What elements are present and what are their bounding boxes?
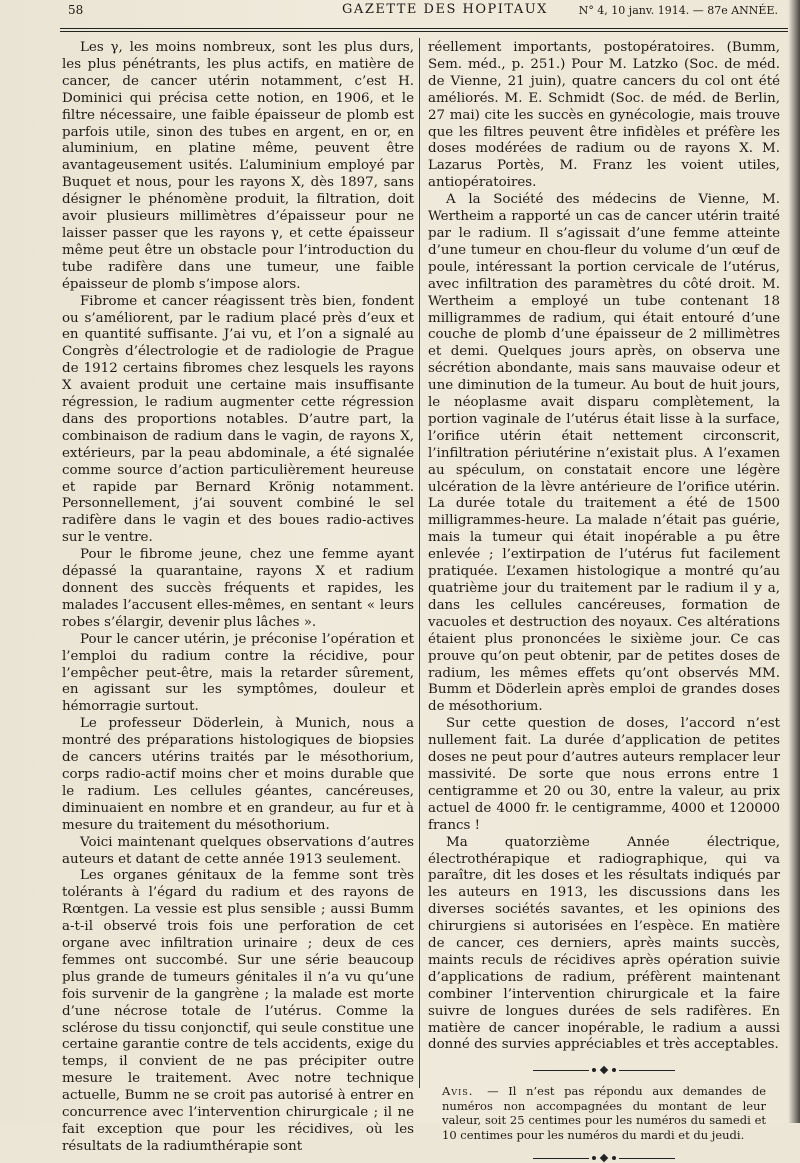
notice-label: Avis. <box>442 1084 474 1099</box>
paragraph: Ma quatorzième Année électrique, électrothérapique et radiographique, qui va paraître, dit les doses et les résultats indiqués par les auteurs en 1913, les discussions dans les diverses sociétés savantes, et les opinions des chirurgiens si autorisées en l’espèce. En matière de cancer, ces derniers, après maints succès, maints reculs de récidives après opération suivie d’applications de radium, préfèrent maintenant combiner l’intervention chirurgicale et la faire suivre de longues durées de sels radifères. En matière de cancer inopérable, le radium a aussi donné des survies appréciables et très acceptables. <box>428 834 780 1053</box>
issue-info: N° 4, 10 janv. 1914. — 87e ANNÉE. <box>578 4 778 17</box>
header-rule <box>60 31 790 32</box>
paragraph: Pour le cancer utérin, je préconise l’opération et l’emploi du radium contre la récidive, pour l’empêcher peut-être, mais la retarder sûrement, en agissant sur les symptômes, douleur et hémorragie surtout. <box>62 631 414 715</box>
paragraph: Le professeur Döderlein, à Munich, nous a montré des préparations histologiques de biopsies de cancers utérins traités par le mésothorium, corps radio-actif moins cher et moins durable que le radium. Les cellules géantes, cancéreuses, diminuaient en nombre et en grandeur, au fur et à mesure du traitement du mésothorium. <box>62 716 414 833</box>
notice-text: — Il n’est pas répondu aux demandes de numéros non accompagnées du montant de leur valeur, soit 25 centimes pour les numéros du samedi et 10 centimes pour les numéros du mardi et du jeudi. <box>442 1084 767 1142</box>
left-column <box>62 40 414 1154</box>
journal-title: GAZETTE DES HOPITAUX <box>342 2 548 17</box>
closing-ornament <box>428 1154 780 1162</box>
right-column <box>428 40 780 1142</box>
page-edge-shadow <box>788 0 800 1123</box>
notice-box <box>442 1084 766 1142</box>
paragraph: Voici maintenant quelques observations d’autres auteurs et datant de cette année 1913 seulement. <box>62 834 414 867</box>
paragraph: Pour le fibrome jeune, chez une femme ayant dépassé la quarantaine, rayons X et radium donnent des succès fréquents et rapides, les malades l’accusent elles-mêmes, en sentant « leurs robes s’élargir, devenir plus lâches ». <box>62 547 414 630</box>
paragraph: A la Société des médecins de Vienne, M. Wertheim a rapporté un cas de cancer utérin traité par le radium. Il s’agissait d’une femme atteinte d’une tumeur en chou-fleur du volume d’un œuf de poule, intéressant la portion cervicale de l’utérus, avec infiltration des paramètres du côté droit. M. Wertheim a employé un tube contenant 18 milligrammes de radium, qui était entouré d’une couche de plomb d’une épaisseur de 2 millimètres et demi. Quelques jours après, on observa une sécrétion abondante, mais sans mauvaise odeur et une diminution de la tumeur. Au bout de huit jours, le néoplasme avait disparu complètement, la portion vaginale de l’utérus était lisse à la surface, l’orifice utérin était nettement circonscrit, l’infiltration périutérine n’existait plus. A l’examen au spéculum, on constatait encore une légère ulcération de la lèvre antérieure de l’orifice utérin. La durée totale du traitement a été de 1500 milligrammes-heure. La malade n’était pas guérie, mais la tumeur qui était inopérable a pu être enlevée ; l’extirpation de l’utérus fut facilement pratiquée. L’examen histologique a montré qu’au quatrième jour du traitement par le radium il y a, dans les cellules cancéreuses, formation de vacuoles et destruction des noyaux. Ces altérations étaient plus prononcées le sixième jour. Ce cas prouve qu’on peut obtenir, par de petites doses de radium, les mêmes effets qu’ont observés MM. Bumm et Döderlein après emploi de grandes doses de mésothorium. <box>428 192 780 715</box>
paragraph: Fibrome et cancer réagissent très bien, fondent ou s’améliorent, par le radium placé près d’eux et en quantité suffisante. J’ai vu, et l’on a signalé au Congrès d’électrologie et de radiologie de Prague de 1912 certains fibromes chez lesquels les rayons X avaient produit une certaine mais insuffisante régression, le radium augmenter cette régression dans des proportions notables. D’autre part, la combinaison de radium dans le vagin, de rayons X, extérieurs, par la peau abdominale, a été signalée comme source d’action particulièrement heureuse et rapide par Bernard Krönig notamment. Personnellement, j’ai souvent combiné le sel radifère dans le vagin et des boues radio-actives sur le ventre. <box>62 293 414 546</box>
page-number: 58 <box>68 3 84 17</box>
section-ornament <box>428 1066 780 1074</box>
paragraph: Les organes génitaux de la femme sont très tolérants à l’égard du radium et des rayons de Rœntgen. La vessie est plus sensible ; aussi Bumm a-t-il observé trois fois une perforation de cet organe avec infiltration urinaire ; deux de ces femmes ont succombé. Sur une série beaucoup plus grande de tumeurs génitales il n’a vu qu’une fois survenir de la gangrène ; la malade est morte d’une nécrose totale de l’utérus. Comme la sclérose du tissu conjonctif, qui seule constitue une certaine garantie contre de tels accidents, exige du temps, il convient de ne pas précipiter outre mesure le traitement. Avec notre technique actuelle, Bumm ne se croit pas autorisé à entrer en concurrence avec l’intervention chirurgicale ; il ne fait exception que pour les récidives, où les résultats de la radiumthérapie sont <box>62 868 414 1154</box>
paragraph: Les γ, les moins nombreux, sont les plus durs, les plus pénétrants, les plus actifs, en matière de cancer, de cancer utérin notamment, c’est H. Dominici qui précisa cette notion, en 1906, et le filtre nécessaire, une faible épaisseur de plomb est parfois utile, sinon des tubes en argent, en or, en aluminium, en platine même, peuvent être avantageusement usités. L’aluminium employé par Buquet et nous, pour les rayons X, dès 1897, sans désigner le phénomène produit, la filtration, doit avoir plusieurs millimètres d’épaisseur pour ne laisser passer que les rayons γ, et cette épaisseur même peut être un obstacle pour l’introduction du tube radifère dans une tumeur, une faible épaisseur de plomb s’impose alors. <box>62 40 414 292</box>
paragraph: Sur cette question de doses, l’accord n’est nullement fait. La durée d’application de petites doses ne peut pour d’autres auteurs remplacer leur massivité. De sorte que nous errons entre 1 centigramme et 20 ou 30, entre la valeur, au prix actuel de 4000 fr. le centigramme, 4000 et 120000 francs ! <box>428 716 780 833</box>
paragraph: réellement importants, postopératoires. (Bumm, Sem. méd., p. 251.) Pour M. Latzko (Soc. de méd. de Vienne, 21 juin), quatre cancers du col ont été améliorés. M. E. Schmidt (Soc. de méd. de Berlin, 27 mai) cite les succès en gynécologie, mais trouve que les filtres peuvent être infidèles et préfère les doses modérées de radium ou de rayons X. M. Lazarus Portès, M. Franz les voient utiles, antiopératoires. <box>428 40 780 191</box>
column-divider <box>419 38 420 1088</box>
header-rule <box>60 28 790 29</box>
